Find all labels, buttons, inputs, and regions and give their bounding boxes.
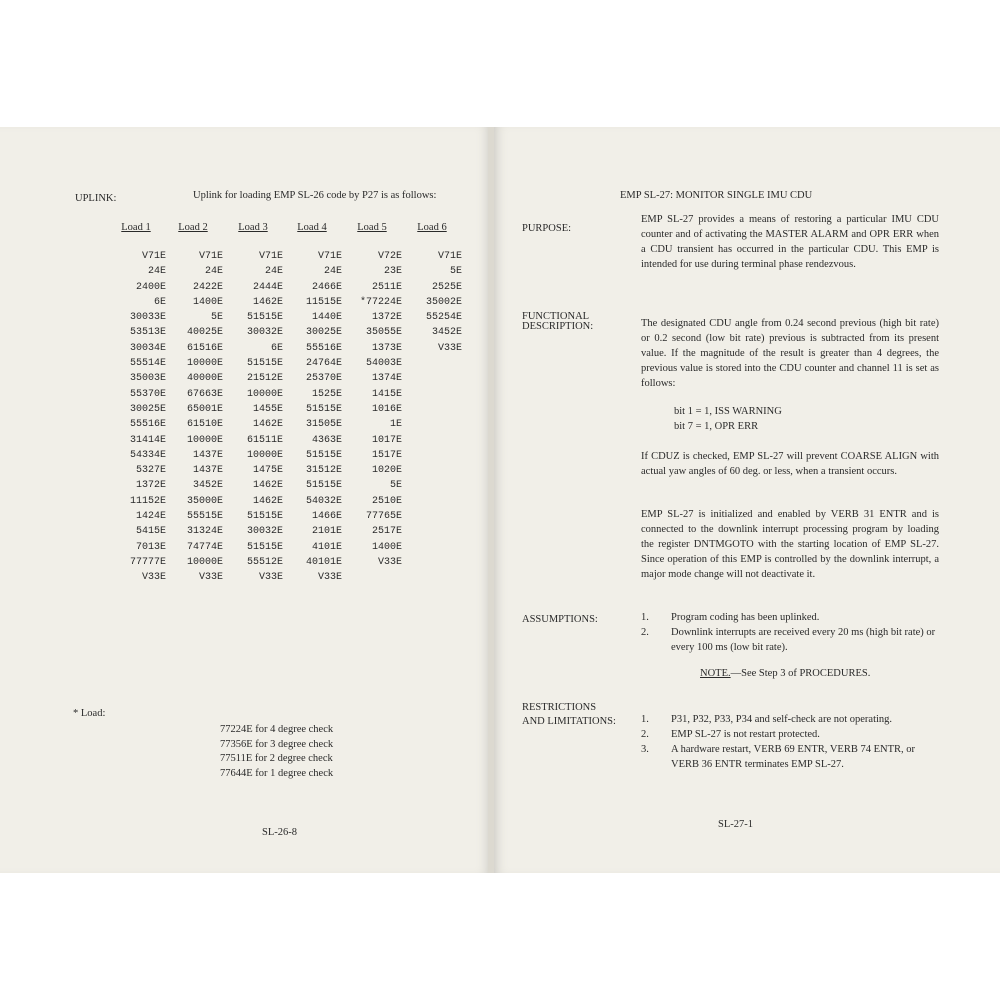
load-value: 5E	[449, 266, 462, 278]
load-value: 54032E	[305, 495, 342, 507]
functional-text-1: The designated CDU angle from 0.24 second previous (high bit rate) or 0.2 second (low bit rate) previous is subtracted from its present value. If the magnitude of the result is greater than 4 degrees, the previous value is stored into the CDU counter and channel 11 is set as follows:	[641, 318, 939, 389]
load-value: 1424E	[135, 511, 166, 523]
load-value: 1017E	[371, 434, 402, 446]
load-value: 5327E	[135, 465, 166, 477]
load-value: 35002E	[425, 296, 462, 308]
page-number-left: SL-26-8	[262, 827, 297, 838]
load-value: 10000E	[186, 358, 223, 370]
load-value: 1400E	[371, 541, 402, 553]
bit-1-line: bit 1 = 1, ISS WARNING	[674, 406, 782, 417]
list-item-number: 2.	[641, 627, 649, 638]
purpose-label: PURPOSE:	[522, 223, 572, 234]
load-value: 23E	[383, 266, 402, 278]
load-column	[342, 220, 402, 570]
list-item-text: Program coding has been uplinked.	[671, 612, 820, 623]
load-value: 4101E	[311, 541, 342, 553]
load-value: 77765E	[365, 511, 402, 523]
load-value: V33E	[377, 556, 402, 568]
load-value: 77777E	[129, 556, 166, 568]
load-value: 1400E	[192, 296, 223, 308]
load-value: 2511E	[371, 281, 402, 293]
load-value: 35000E	[186, 495, 223, 507]
load-value: 1475E	[252, 465, 283, 477]
load-value: 3452E	[431, 327, 462, 339]
load-value: *77224E	[359, 296, 402, 308]
load-value: 1462E	[252, 480, 283, 492]
load-value: 67663E	[186, 388, 223, 400]
degree-check-item: 77644E for 1 degree check	[220, 767, 334, 779]
load-value: V33E	[258, 572, 283, 584]
load-values	[342, 249, 402, 570]
load-value: V33E	[198, 572, 223, 584]
note-label: NOTE.	[700, 668, 731, 679]
load-value: 25370E	[305, 373, 342, 385]
load-value: 21512E	[246, 373, 283, 385]
load-value: 7013E	[135, 541, 166, 553]
load-value: 51515E	[246, 511, 283, 523]
load-value: 1462E	[252, 495, 283, 507]
page-number-right: SL-27-1	[718, 819, 753, 830]
load-value: 55254E	[425, 312, 462, 324]
load-value: V71E	[141, 251, 166, 262]
load-header: Load 5	[357, 222, 387, 233]
load-values	[106, 249, 166, 586]
load-value: 5E	[389, 480, 402, 492]
load-value: 61516E	[186, 342, 223, 354]
restrictions-label-1: RESTRICTIONS	[522, 702, 597, 713]
load-header: Load 6	[417, 222, 447, 233]
load-header: Load 3	[238, 222, 268, 233]
load-value: 40000E	[186, 373, 223, 385]
load-value: 2517E	[371, 526, 402, 538]
load-value: 51515E	[246, 358, 283, 370]
degree-check-item: 77356E for 3 degree check	[220, 738, 334, 750]
load-value: 31414E	[129, 434, 166, 446]
list-item	[641, 610, 941, 625]
load-value: 1415E	[371, 388, 402, 400]
restrictions-list	[641, 712, 941, 772]
load-value: 30025E	[305, 327, 342, 339]
load-value: V71E	[258, 251, 283, 262]
load-value: 35003E	[129, 373, 166, 385]
load-value: 24E	[147, 266, 166, 278]
load-value: V71E	[437, 251, 462, 262]
load-value: 2422E	[192, 281, 223, 293]
load-value: 2101E	[311, 526, 342, 538]
load-value: 55370E	[129, 388, 166, 400]
purpose-text: EMP SL-27 provides a means of restoring a particular IMU CDU counter and of activating the MASTER ALARM and OPR ERR when a CDU transient has occurred in the particular CDU. This EMP is intended for use during terminal phase rendezvous.	[641, 214, 939, 270]
load-value: 31324E	[186, 526, 223, 538]
load-value: 24E	[323, 266, 342, 278]
load-value: 10000E	[186, 434, 223, 446]
bit-list	[641, 404, 939, 434]
load-value: 51515E	[305, 449, 342, 461]
load-value: 4363E	[311, 434, 342, 446]
load-value: 1016E	[371, 403, 402, 415]
load-value: 1E	[389, 419, 402, 431]
load-value: V33E	[317, 572, 342, 584]
load-value: V33E	[437, 342, 462, 354]
load-value: 24E	[204, 266, 223, 278]
list-item-text: Downlink interrupts are received every 20 ms (high bit rate) or every 100 ms (low bit rate).	[671, 627, 936, 653]
load-value: 11152E	[129, 495, 166, 507]
load-value: 1517E	[371, 449, 402, 461]
load-value: 61510E	[186, 419, 223, 431]
load-value: 2466E	[311, 281, 342, 293]
load-values	[163, 249, 223, 586]
page-title: EMP SL-27: MONITOR SINGLE IMU CDU	[620, 190, 813, 201]
load-value: 1455E	[252, 403, 283, 415]
load-values	[223, 249, 283, 586]
load-value: 6E	[153, 296, 166, 308]
load-column	[163, 220, 223, 586]
load-value: 40101E	[305, 556, 342, 568]
load-header: Load 4	[297, 222, 327, 233]
load-value: 30025E	[129, 403, 166, 415]
load-value: 5415E	[135, 526, 166, 538]
load-value: 1372E	[135, 480, 166, 492]
list-item	[641, 625, 941, 655]
load-column	[223, 220, 283, 586]
load-value: 10000E	[246, 388, 283, 400]
list-item-number: 1.	[641, 612, 649, 623]
functional-label-2: DESCRIPTION:	[522, 321, 594, 332]
assumptions-list	[641, 610, 941, 655]
load-value: 24764E	[305, 358, 342, 370]
load-value: 11515E	[305, 296, 342, 308]
load-value: 55515E	[186, 511, 223, 523]
load-value: 54334E	[129, 449, 166, 461]
load-value: 3452E	[192, 480, 223, 492]
load-value: 30032E	[246, 327, 283, 339]
load-value: 1462E	[252, 419, 283, 431]
load-value: 1374E	[371, 373, 402, 385]
functional-text-2: If CDUZ is checked, EMP SL-27 will prevent COARSE ALIGN with actual yaw angles of 60 deg. or less, when a transient occurs.	[641, 451, 939, 477]
assumptions-label: ASSUMPTIONS:	[522, 614, 598, 625]
load-value: 10000E	[246, 449, 283, 461]
degree-check-item: 77511E for 2 degree check	[220, 753, 333, 764]
restrictions-label-2: AND LIMITATIONS:	[522, 716, 616, 727]
list-item-text: P31, P32, P33, P34 and self-check are not operating.	[671, 714, 893, 725]
list-item	[641, 712, 941, 727]
load-value: V71E	[317, 251, 342, 262]
load-value: 1437E	[192, 449, 223, 461]
load-value: 51515E	[246, 541, 283, 553]
load-value: 6E	[270, 342, 283, 354]
load-values	[402, 249, 462, 356]
functional-label-1: FUNCTIONAL	[522, 311, 590, 322]
bit-7-line: bit 7 = 1, OPR ERR	[674, 421, 759, 432]
load-value: 53513E	[129, 327, 166, 339]
load-value: 1525E	[311, 388, 342, 400]
load-value: 1440E	[311, 312, 342, 324]
load-value: 51515E	[305, 403, 342, 415]
load-value: 61511E	[246, 434, 283, 446]
load-values	[282, 249, 342, 586]
load-value: 30032E	[246, 526, 283, 538]
list-item-text: EMP SL-27 is not restart protected.	[671, 729, 820, 740]
load-value: V33E	[141, 572, 166, 584]
load-value: 51515E	[305, 480, 342, 492]
load-header: Load 2	[178, 222, 208, 233]
note-text: —See Step 3 of PROCEDURES.	[730, 668, 871, 679]
list-item-number: 2.	[641, 729, 649, 740]
load-value: 54003E	[365, 358, 402, 370]
load-value: 51515E	[246, 312, 283, 324]
load-value: 31505E	[305, 419, 342, 431]
load-value: 1437E	[192, 465, 223, 477]
load-value: 2525E	[431, 281, 462, 293]
load-value: 40025E	[186, 327, 223, 339]
load-value: 30033E	[129, 312, 166, 324]
load-value: 2444E	[252, 281, 283, 293]
load-value: 5E	[210, 312, 223, 324]
load-value: 35055E	[365, 327, 402, 339]
uplink-label: UPLINK:	[75, 193, 117, 204]
list-item	[641, 727, 941, 742]
list-item	[641, 742, 941, 772]
load-value: 1462E	[252, 296, 283, 308]
load-value: 24E	[264, 266, 283, 278]
uplink-title: Uplink for loading EMP SL-26 code by P27 is as follows:	[193, 190, 437, 201]
load-value: V72E	[377, 251, 402, 262]
load-value: 1020E	[371, 465, 402, 477]
load-value: 55514E	[129, 358, 166, 370]
list-item-text: A hardware restart, VERB 69 ENTR, VERB 74 ENTR, or VERB 36 ENTR terminates EMP SL-27.	[671, 744, 915, 770]
functional-text-3: EMP SL-27 is initialized and enabled by VERB 31 ENTR and is connected to the downlink interrupt processing program by loading the register DNTMGOTO with the starting location of EMP SL-27. Since operation of this EMP is controlled by the downlink interrupt, a major mode change will not deactivate it.	[641, 509, 939, 580]
load-header: Load 1	[121, 222, 151, 233]
load-value: 1466E	[311, 511, 342, 523]
load-value: 1373E	[371, 342, 402, 354]
degree-check-list	[220, 723, 333, 781]
load-value: 1372E	[371, 312, 402, 324]
load-value: 30034E	[129, 342, 166, 354]
load-value: V71E	[198, 251, 223, 262]
load-value: 74774E	[186, 541, 223, 553]
list-item-number: 1.	[641, 714, 649, 725]
list-item-number: 3.	[641, 744, 649, 755]
load-column	[106, 220, 166, 586]
load-value: 2510E	[371, 495, 402, 507]
load-value: 65001E	[186, 403, 223, 415]
load-value: 55512E	[246, 556, 283, 568]
load-column	[402, 220, 462, 356]
load-value: 2400E	[135, 281, 166, 293]
load-value: 55516E	[305, 342, 342, 354]
load-value: 55516E	[129, 419, 166, 431]
load-column	[282, 220, 342, 586]
degree-check-item: 77224E for 4 degree check	[220, 724, 334, 735]
procedures-note	[700, 668, 870, 679]
load-value: 10000E	[186, 556, 223, 568]
load-value: 31512E	[305, 465, 342, 477]
book-gutter	[488, 127, 494, 873]
load-footnote-label: * Load:	[73, 708, 106, 719]
